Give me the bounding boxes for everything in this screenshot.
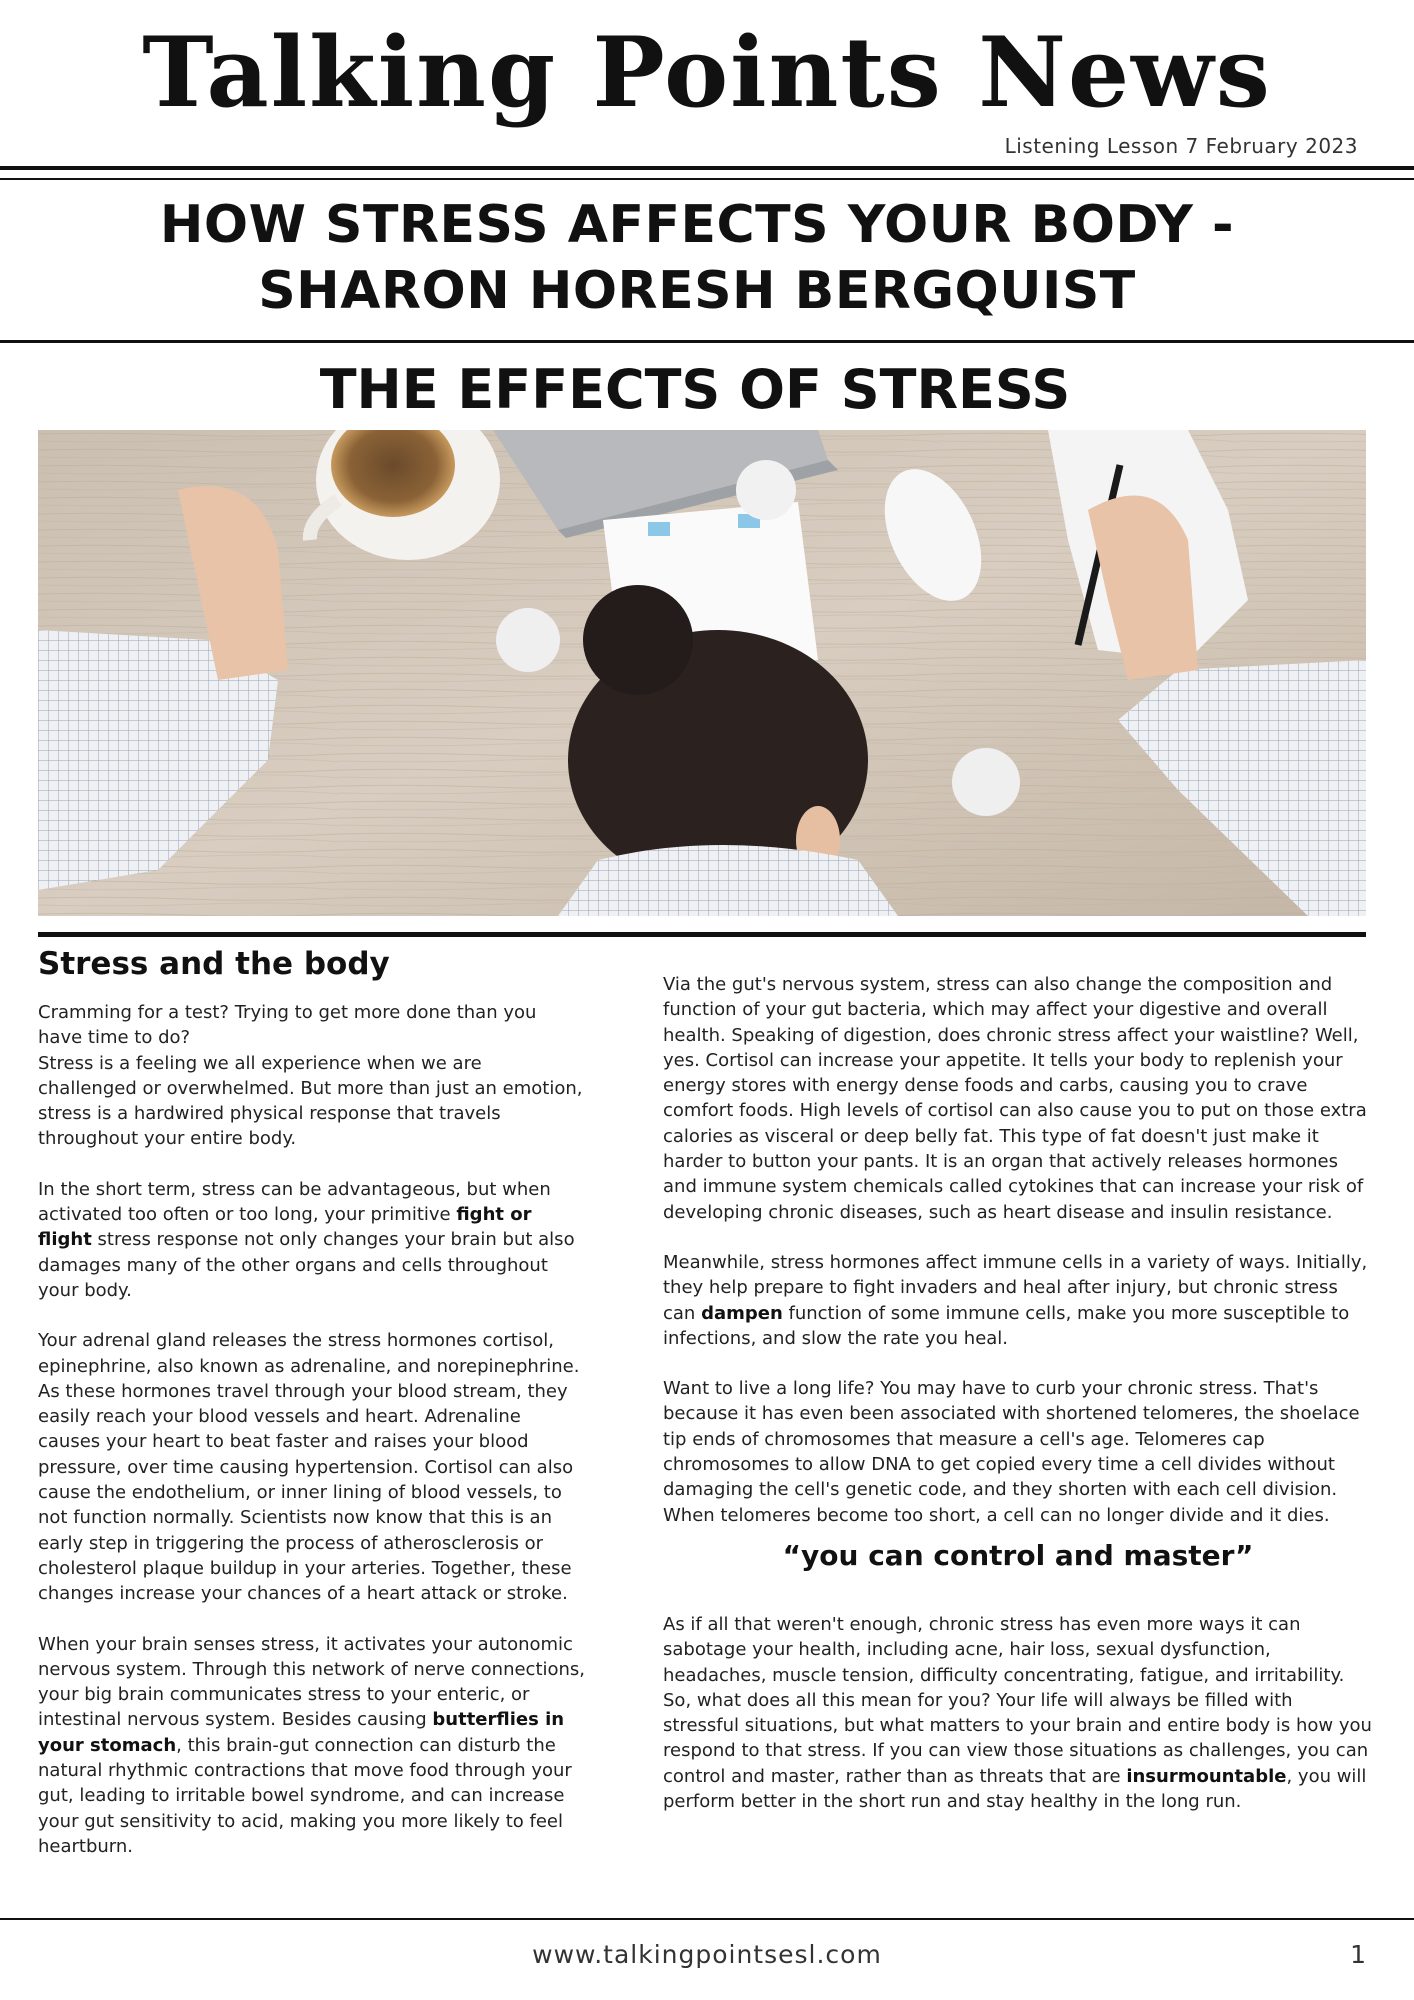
masthead-rule-thick	[0, 166, 1414, 170]
text: In the short term, stress can be advantageous, but when activated too often or too long, your primitive	[38, 1178, 551, 1226]
headline-rule	[0, 340, 1414, 343]
pull-quote: “you can control and master”	[782, 1538, 1254, 1572]
footer-rule	[0, 1918, 1414, 1920]
text: Meanwhile, stress hormones affect immune cells in a variety of ways. Initially, they help prepare to fight invaders and heal after injury, but chronic stress can	[663, 1251, 1368, 1324]
text: When your brain senses stress, it activates your autonomic nervous system. Through this network of nerve connections, your big brain communicates stress to your enteric, or intestinal nervous system. Besides causing	[38, 1633, 586, 1731]
left-paragraph-1	[38, 1000, 586, 1152]
text: , you will perform better in the short run and stay healthy in the long run.	[663, 1765, 1367, 1813]
left-column	[38, 944, 586, 1884]
right-paragraph-1: Via the gut's nervous system, stress can also change the composition and function of your gut bacteria, which may affect your digestive and overall health. Speaking of digestion, does chronic stress affect your waistline? Well, yes. Cortisol can increase your appetite. It tells your body to replenish your energy stores with energy dense foods and carbs, causing you to crave comfort foods. High levels of cortisol can also cause you to put on those extra calories as visceral or deep belly fat. This type of fat doesn't just make it harder to button your pants. It is an organ that actively releases hormones and immune system chemicals called cytokines that can increase your risk of developing chronic diseases, such as heart disease and insulin resistance.	[663, 974, 1367, 1223]
headline: HOW STRESS AFFECTS YOUR BODY - SHARON HORESH BERGQUIST	[159, 195, 1235, 321]
text: function of some immune cells, make you more susceptible to infections, and slow the rate you heal.	[663, 1302, 1350, 1349]
bold-term: fight or flight	[38, 1204, 532, 1251]
paragraph-intro-cont: Stress is a feeling we all experience when we are challenged or overwhelmed. But more than just an emotion, stress is a hardwired physical response that travels throughout your entire body.	[38, 1052, 583, 1150]
article-photo	[38, 430, 1366, 916]
bold-term: butterflies in your stomach	[38, 1709, 565, 1756]
subhead: THE EFFECTS OF STRESS	[319, 358, 1071, 421]
page-number: 1	[1350, 1940, 1366, 1969]
masthead: Talking Points News	[142, 16, 1272, 129]
left-paragraph-2	[38, 1177, 586, 1303]
left-paragraph-4	[38, 1632, 586, 1860]
text: stress response not only changes your brain but also damages many of the other organs and cells throughout your body.	[38, 1229, 575, 1301]
dateline: Listening Lesson 7 February 2023	[1004, 134, 1358, 158]
right-column	[663, 972, 1373, 1839]
masthead-rule-thin	[0, 178, 1414, 180]
section-heading: Stress and the body	[38, 946, 390, 982]
photo-rule	[38, 932, 1366, 937]
right-paragraph-2	[663, 1250, 1373, 1351]
bold-term: insurmountable	[1126, 1765, 1287, 1787]
right-paragraph-3: Want to live a long life? You may have to curb your chronic stress. That's because it has even been associated with shortened telomeres, the shoelace tip ends of chromosomes that measure a cell's age. Telomeres cap chromosomes to allow DNA to get copied every time a cell divides without damaging the cell's genetic code, and they shorten with each cell division. When telomeres become too short, a cell can no longer divide and it dies.	[663, 1378, 1360, 1526]
left-paragraph-3: Your adrenal gland releases the stress hormones cortisol, epinephrine, also known as adrenaline, and norepinephrine. As these hormones travel through your blood stream, they easily reach your blood vessels and heart. Adrenaline causes your heart to beat faster and raises your blood pressure, over time causing hypertension. Cortisol can also cause the endothelium, or inner lining of blood vessels, to not function normally. Scientists now know that this is an early step in triggering the process of atherosclerosis or cholesterol plaque buildup in your arteries. Together, these changes increase your chances of a heart attack or stroke.	[38, 1330, 580, 1605]
right-paragraph-4	[663, 1612, 1373, 1814]
text: , this brain-gut connection can disturb the natural rhythmic contractions that move food through your gut, leading to irritable bowel syndrome, and can increase your gut sensitivity to acid, making you more likely to feel heartburn.	[38, 1734, 572, 1857]
bold-term: dampen	[701, 1302, 783, 1324]
text: As if all that weren't enough, chronic stress has even more ways it can sabotage your health, including acne, hair loss, sexual dysfunction, headaches, muscle tension, difficulty concentrating, fatigue, and irritability. So, what does all this mean for you? Your life will always be filled with stressful situations, but what matters to your brain and entire body is how you respond to that stress. If you can view those situations as challenges, you can control and master, rather than as threats that are	[663, 1613, 1372, 1787]
footer-url[interactable]: www.talkingpointsesl.com	[532, 1940, 882, 1969]
paragraph-intro: Cramming for a test? Trying to get more done than you have time to do?	[38, 1002, 537, 1049]
